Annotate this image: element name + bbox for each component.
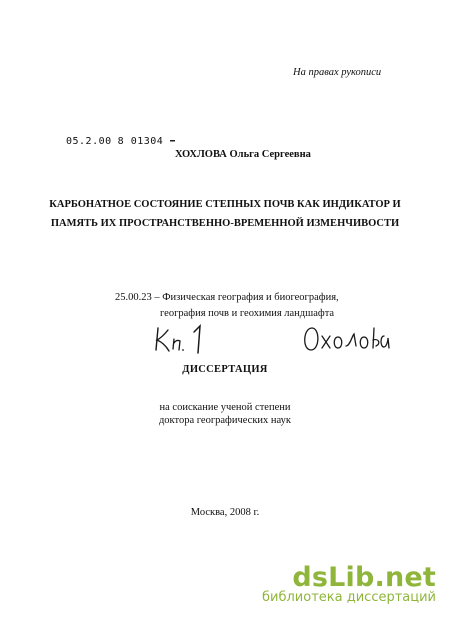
stamp-mark-icon [170,138,176,144]
place-and-year: Москва, 2008 г. [190,507,260,518]
watermark [262,562,436,605]
handwritten-volume-note [150,322,215,356]
author-name: ХОХЛОВА Ольга Сергеевна [175,149,311,160]
watermark-logo: dsLib.net [292,562,436,593]
stamp-code: 05.2.00 [66,136,112,147]
title-line-2: ПАМЯТЬ ИХ ПРОСТРАНСТВЕННО-ВРЕМЕННОЙ ИЗМЕНЧИВОСТИ [50,218,400,229]
title-line-1: КАРБОНАТНОЕ СОСТОЯНИЕ СТЕПНЫХ ПОЧВ КАК ИНДИКАТОР И [49,199,401,210]
handwritten-signature [300,322,395,356]
degree-line-1: на соискание ученой степени [159,402,291,413]
specialty-line-1: 25.00.23 – Физическая география и биогеография, [115,292,339,303]
stamp-number: 8 01304 [117,136,164,147]
archive-stamp [66,136,176,147]
rights-note: На правах рукописи [293,67,382,78]
watermark-tagline: библиотека диссертаций [262,590,436,605]
document-type: ДИССЕРТАЦИЯ [182,364,268,375]
specialty-line-2: география почв и геохимия ландшафта [160,308,335,319]
degree-line-2: доктора географических наук [158,415,292,426]
